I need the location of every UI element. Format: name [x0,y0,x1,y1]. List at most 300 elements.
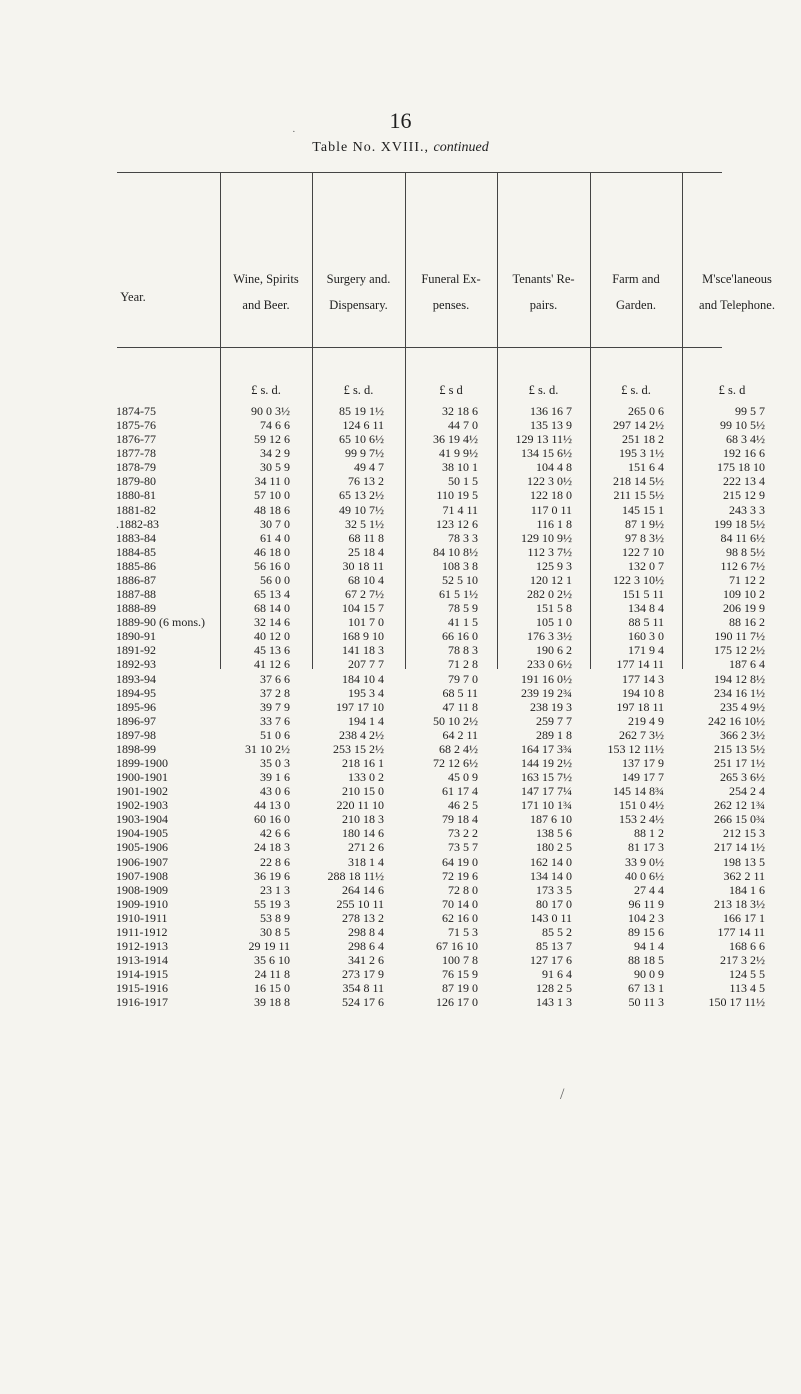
amount-cell: 171 10 1¾ [521,798,572,813]
amount-cell: 41 1 5 [448,615,478,630]
amount-cell: 64 2 11 [442,727,478,742]
table-row [0,714,801,728]
year-cell: .1882-83 [116,516,159,531]
amount-cell: 88 18 5 [628,953,664,968]
amount-cell: 88 5 11 [628,615,664,630]
amount-cell: 74 6 6 [260,418,290,433]
amount-cell: 39 7 9 [260,699,290,714]
table-row [0,503,801,517]
amount-cell: 109 10 2 [723,587,765,602]
amount-cell: 30 8 5 [260,924,290,939]
amount-cell: 99 9 7½ [345,446,384,461]
amount-cell: 112 3 7½ [527,544,572,559]
header-wine-line1: Wine, Spirits [233,272,299,286]
amount-cell: 35 0 3 [260,756,290,770]
amount-cell: 215 13 5½ [714,741,765,756]
amount-cell: 132 0 7 [628,558,664,573]
amount-cell: 27 4 4 [634,882,664,897]
amount-cell: 35 6 10 [254,953,290,968]
table-row [0,418,801,432]
amount-cell: 32 5 1½ [345,516,384,531]
amount-cell: 67 13 1 [628,981,664,996]
amount-cell: 259 7 7 [536,713,572,728]
amount-cell: 213 18 3½ [714,896,765,911]
table-row [0,545,801,559]
amount-cell: 238 19 3 [530,699,572,714]
amount-cell: 212 15 3 [723,826,765,841]
amount-cell: 87 19 0 [442,981,478,996]
table-row [0,643,801,657]
table-row [0,629,801,643]
amount-cell: 81 17 3 [628,840,664,855]
amount-cell: 61 17 4 [442,784,478,799]
header-farm [590,272,682,312]
amount-cell: 42 6 6 [260,826,290,841]
amount-cell: 49 4 7 [354,460,384,475]
amount-cell: 117 0 11 [530,502,572,517]
amount-cell: 160 3 0 [628,629,664,644]
amount-cell: 133 0 2 [348,770,384,785]
amount-cell: 59 12 6 [254,432,290,447]
amount-cell: 127 17 6 [530,953,572,968]
amount-cell: 44 13 0 [254,798,290,813]
amount-cell: 76 13 2 [348,474,384,489]
amount-cell: 136 16 7 [530,404,572,418]
table-row [0,840,801,854]
amount-cell: 104 4 8 [536,460,572,475]
amount-cell: 36 19 4½ [433,432,478,447]
table-row [0,812,801,826]
amount-cell: 122 18 0 [530,488,572,503]
amount-cell: 222 13 4 [723,474,765,489]
table-row [0,601,801,615]
table-row [0,460,801,474]
amount-cell: 362 2 11 [723,868,765,883]
amount-cell: 123 12 6 [436,516,478,531]
header-funeral-line1: Funeral Ex- [421,272,481,286]
amount-cell: 198 13 5 [723,854,765,869]
amount-cell: 68 3 4½ [726,432,765,447]
amount-cell: 85 19 1½ [339,404,384,418]
amount-cell: 254 2 4 [729,784,765,799]
year-cell: 1908-1909 [116,882,168,897]
amount-cell: 84 10 8½ [433,544,478,559]
table-row [0,517,801,531]
year-cell: 1909-1910 [116,896,168,911]
amount-cell: 78 8 3 [448,643,478,658]
amount-cell: 70 14 0 [442,896,478,911]
amount-cell: 218 14 5½ [613,474,664,489]
amount-cell: 24 11 8 [254,967,290,982]
amount-cell: 33 9 0½ [625,854,664,869]
amount-cell: 173 3 5 [536,882,572,897]
amount-cell: 153 12 11½ [607,741,664,756]
amount-cell: 273 17 9 [342,967,384,982]
amount-cell: 271 2 6 [348,840,384,855]
amount-cell: 72 8 0 [448,882,478,897]
amount-cell: 265 0 6 [628,404,664,418]
amount-cell: 71 12 2 [729,572,765,587]
year-cell: 1875-76 [116,418,156,433]
table-row [0,446,801,460]
units-wine: £ s. d. [251,383,281,397]
year-cell: 1881-82 [116,502,156,517]
amount-cell: 180 2 5 [536,840,572,855]
amount-cell: 68 2 4½ [439,741,478,756]
amount-cell: 88 1 2 [634,826,664,841]
amount-cell: 298 8 4 [348,924,384,939]
year-cell: 1913-1914 [116,953,168,968]
amount-cell: 135 13 9 [530,418,572,433]
amount-cell: 50 11 3 [628,995,664,1010]
table-row [0,939,801,953]
amount-cell: 524 17 6 [342,995,384,1010]
amount-cell: 40 12 0 [254,629,290,644]
amount-cell: 101 7 0 [348,615,384,630]
amount-cell: 137 17 9 [622,756,664,770]
year-cell: 1890-91 [116,629,156,644]
amount-cell: 197 18 11 [616,699,664,714]
amount-cell: 215 12 9 [723,488,765,503]
amount-cell: 72 19 6 [442,868,478,883]
amount-cell: 22 8 6 [260,854,290,869]
amount-cell: 255 10 11 [336,896,384,911]
year-cell: 1900-1901 [116,770,168,785]
amount-cell: 65 10 6½ [339,432,384,447]
header-misc [682,272,792,312]
amount-cell: 100 7 8 [442,953,478,968]
year-cell: 1915-1916 [116,981,168,996]
amount-cell: 104 15 7 [342,601,384,616]
amount-cell: 79 7 0 [448,671,478,686]
year-cell: 1916-1917 [116,995,168,1010]
year-cell: 1880-81 [116,488,156,503]
stray-mark-2: / [560,1086,565,1103]
table-title-suffix: continued [433,140,489,155]
amount-cell: 68 10 4 [348,572,384,587]
amount-cell: 164 17 3¾ [521,741,572,756]
header-year: Year. [120,290,146,304]
table-row [0,855,801,869]
header-surgery-line2: Dispensary. [329,298,388,312]
amount-cell: 187 6 4 [729,657,765,672]
amount-cell: 47 11 8 [442,699,478,714]
amount-cell: 206 19 9 [723,601,765,616]
table-row [0,742,801,756]
amount-cell: 113 4 5 [729,981,765,996]
amount-cell: 34 2 9 [260,446,290,461]
year-cell: 1910-1911 [116,910,168,925]
amount-cell: 72 12 6½ [433,756,478,770]
amount-cell: 168 9 10 [342,629,384,644]
amount-cell: 62 16 0 [442,910,478,925]
amount-cell: 88 16 2 [729,615,765,630]
amount-cell: 207 7 7 [348,657,384,672]
amount-cell: 190 11 7½ [714,629,765,644]
amount-cell: 175 12 2½ [714,643,765,658]
amount-cell: 65 13 2½ [339,488,384,503]
year-cell: 1892-93 [116,657,156,672]
amount-cell: 32 18 6 [442,404,478,418]
header-tenants-line1: Tenants' Re- [512,272,575,286]
year-cell: 1912-1913 [116,939,168,954]
amount-cell: 265 3 6½ [720,770,765,785]
amount-cell: 46 18 0 [254,544,290,559]
amount-cell: 41 9 9½ [439,446,478,461]
table-row [0,686,801,700]
amount-cell: 30 7 0 [260,516,290,531]
table-row [0,798,801,812]
amount-cell: 262 7 3½ [619,727,664,742]
amount-cell: 44 7 0 [448,418,478,433]
amount-cell: 194 1 4 [348,713,384,728]
amount-cell: 108 3 8 [442,558,478,573]
amount-cell: 85 5 2 [542,924,572,939]
amount-cell: 262 12 1¾ [714,798,765,813]
amount-cell: 217 14 1½ [714,840,765,855]
amount-cell: 31 10 2½ [245,741,290,756]
table-row [0,615,801,629]
amount-cell: 297 14 2½ [613,418,664,433]
year-cell: 1906-1907 [116,854,168,869]
amount-cell: 197 17 10 [336,699,384,714]
amount-cell: 98 8 5½ [726,544,765,559]
amount-cell: 253 15 2½ [333,741,384,756]
amount-cell: 71 4 11 [442,502,478,517]
amount-cell: 29 19 11 [248,939,290,954]
table-row [0,770,801,784]
amount-cell: 243 3 3 [729,502,765,517]
table-row [0,911,801,925]
amount-cell: 145 14 8¾ [613,784,664,799]
amount-cell: 80 17 0 [536,896,572,911]
amount-cell: 166 17 1 [723,910,765,925]
header-wine-line2: and Beer. [242,298,290,312]
stray-mark-1: · [292,126,296,138]
amount-cell: 151 0 4½ [619,798,664,813]
amount-cell: 129 10 9½ [521,530,572,545]
amount-cell: 84 11 6½ [720,530,765,545]
amount-cell: 129 13 11½ [515,432,572,447]
amount-cell: 68 5 11 [442,685,478,700]
amount-cell: 366 2 3½ [720,727,765,742]
amount-cell: 143 0 11 [530,910,572,925]
amount-cell: 210 15 0 [342,784,384,799]
amount-cell: 66 16 0 [442,629,478,644]
amount-cell: 36 19 6 [254,868,290,883]
amount-cell: 50 10 2½ [433,713,478,728]
table-row [0,531,801,545]
year-cell: 1884-85 [116,544,156,559]
amount-cell: 48 18 6 [254,502,290,517]
amount-cell: 218 16 1 [342,756,384,770]
amount-cell: 65 13 4 [254,587,290,602]
amount-cell: 194 10 8 [622,685,664,700]
year-cell: 1894-95 [116,685,156,700]
top-rule [117,172,722,173]
amount-cell: 242 16 10½ [708,713,765,728]
amount-cell: 134 15 6½ [521,446,572,461]
amount-cell: 163 15 7½ [521,770,572,785]
amount-cell: 125 9 3 [536,558,572,573]
amount-cell: 76 15 9 [442,967,478,982]
amount-cell: 124 5 5 [729,967,765,982]
amount-cell: 78 5 9 [448,601,478,616]
amount-cell: 210 18 3 [342,812,384,827]
amount-cell: 191 16 0½ [521,671,572,686]
units-misc: £ s. d [718,383,746,397]
amount-cell: 99 10 5½ [720,418,765,433]
year-cell: 1877-78 [116,446,156,461]
amount-cell: 68 14 0 [254,601,290,616]
amount-cell: 97 8 3½ [625,530,664,545]
amount-cell: 176 3 3½ [527,629,572,644]
year-cell: 1886-87 [116,572,156,587]
amount-cell: 278 13 2 [342,910,384,925]
table-row [0,488,801,502]
amount-cell: 150 17 11½ [708,995,765,1010]
amount-cell: 266 15 0¾ [714,812,765,827]
amount-cell: 37 2 8 [260,685,290,700]
amount-cell: 30 5 9 [260,460,290,475]
amount-cell: 104 2 3 [628,910,664,925]
amount-cell: 134 8 4 [628,601,664,616]
amount-cell: 24 18 3 [254,840,290,855]
table-row [0,925,801,939]
year-cell: 1891-92 [116,643,156,658]
amount-cell: 116 1 8 [536,516,572,531]
year-cell: 1897-98 [116,727,156,742]
amount-cell: 124 6 11 [342,418,384,433]
amount-cell: 126 17 0 [436,995,478,1010]
amount-cell: 318 1 4 [348,854,384,869]
year-cell: 1896-97 [116,713,156,728]
amount-cell: 73 5 7 [448,840,478,855]
amount-cell: 30 18 11 [342,558,384,573]
amount-cell: 64 19 0 [442,854,478,869]
amount-cell: 110 19 5 [436,488,478,503]
year-cell: 1914-1915 [116,967,168,982]
year-cell: 1893-94 [116,671,156,686]
amount-cell: 55 19 3 [254,896,290,911]
table-row [0,756,801,770]
year-cell: 1899-1900 [116,756,168,770]
amount-cell: 56 16 0 [254,558,290,573]
amount-cell: 32 14 6 [254,615,290,630]
amount-cell: 73 2 2 [448,826,478,841]
amount-cell: 168 6 6 [729,939,765,954]
amount-cell: 67 16 10 [436,939,478,954]
table-row [0,953,801,967]
amount-cell: 238 4 2½ [339,727,384,742]
amount-cell: 177 14 11 [616,657,664,672]
header-bottom-rule [117,347,722,348]
amount-cell: 45 0 9 [448,770,478,785]
amount-cell: 282 0 2½ [527,587,572,602]
amount-cell: 122 3 10½ [613,572,664,587]
year-cell: 1898-99 [116,741,156,756]
amount-cell: 71 2 8 [448,657,478,672]
amount-cell: 71 5 3 [448,924,478,939]
amount-cell: 39 18 8 [254,995,290,1010]
amount-cell: 190 6 2 [536,643,572,658]
amount-cell: 149 17 7 [622,770,664,785]
amount-cell: 192 16 6 [723,446,765,461]
amount-cell: 38 10 1 [442,460,478,475]
table-title [0,140,801,156]
amount-cell: 94 1 4 [634,939,664,954]
amount-cell: 128 2 5 [536,981,572,996]
table-row [0,587,801,601]
amount-cell: 143 1 3 [536,995,572,1010]
table-row [0,883,801,897]
amount-cell: 61 4 0 [260,530,290,545]
amount-cell: 138 5 6 [536,826,572,841]
amount-cell: 220 11 10 [336,798,384,813]
header-funeral [405,272,497,312]
amount-cell: 195 3 4 [348,685,384,700]
table-row [0,869,801,883]
amount-cell: 16 15 0 [254,981,290,996]
table-row [0,981,801,995]
amount-cell: 90 0 3½ [251,404,290,418]
amount-cell: 33 7 6 [260,713,290,728]
amount-cell: 120 12 1 [530,572,572,587]
amount-cell: 162 14 0 [530,854,572,869]
amount-cell: 151 5 11 [622,587,664,602]
table-row [0,474,801,488]
amount-cell: 175 18 10 [717,460,765,475]
amount-cell: 61 5 1½ [439,587,478,602]
header-farm-line1: Farm and [612,272,660,286]
year-cell: 1878-79 [116,460,156,475]
amount-cell: 298 6 4 [348,939,384,954]
amount-cell: 211 15 5½ [613,488,664,503]
amount-cell: 199 18 5½ [714,516,765,531]
amount-cell: 217 3 2½ [720,953,765,968]
amount-cell: 151 6 4 [628,460,664,475]
amount-cell: 194 12 8½ [714,671,765,686]
amount-cell: 141 18 3 [342,643,384,658]
amount-cell: 184 1 6 [729,882,765,897]
amount-cell: 40 0 6½ [625,868,664,883]
year-cell: 1907-1908 [116,868,168,883]
year-cell: 1902-1903 [116,798,168,813]
amount-cell: 233 0 6½ [527,657,572,672]
year-cell: 1905-1906 [116,840,168,855]
amount-cell: 39 1 6 [260,770,290,785]
amount-cell: 195 3 1½ [619,446,664,461]
units-funeral: £ s d [439,383,463,397]
amount-cell: 122 3 0½ [527,474,572,489]
amount-cell: 99 5 7 [735,404,765,418]
amount-cell: 34 11 0 [254,474,290,489]
amount-cell: 79 18 4 [442,812,478,827]
amount-cell: 96 11 9 [628,896,664,911]
page-number: 16 [389,108,412,133]
header-wine [220,272,312,312]
amount-cell: 153 2 4½ [619,812,664,827]
header-funeral-line2: penses. [432,298,470,312]
year-cell: 1903-1904 [116,812,168,827]
year-cell: 1883-84 [116,530,156,545]
table-row [0,897,801,911]
amount-cell: 67 2 7½ [345,587,384,602]
amount-cell: 289 1 8 [536,727,572,742]
table-row [0,728,801,742]
amount-cell: 171 9 4 [628,643,664,658]
amount-cell: 57 10 0 [254,488,290,503]
